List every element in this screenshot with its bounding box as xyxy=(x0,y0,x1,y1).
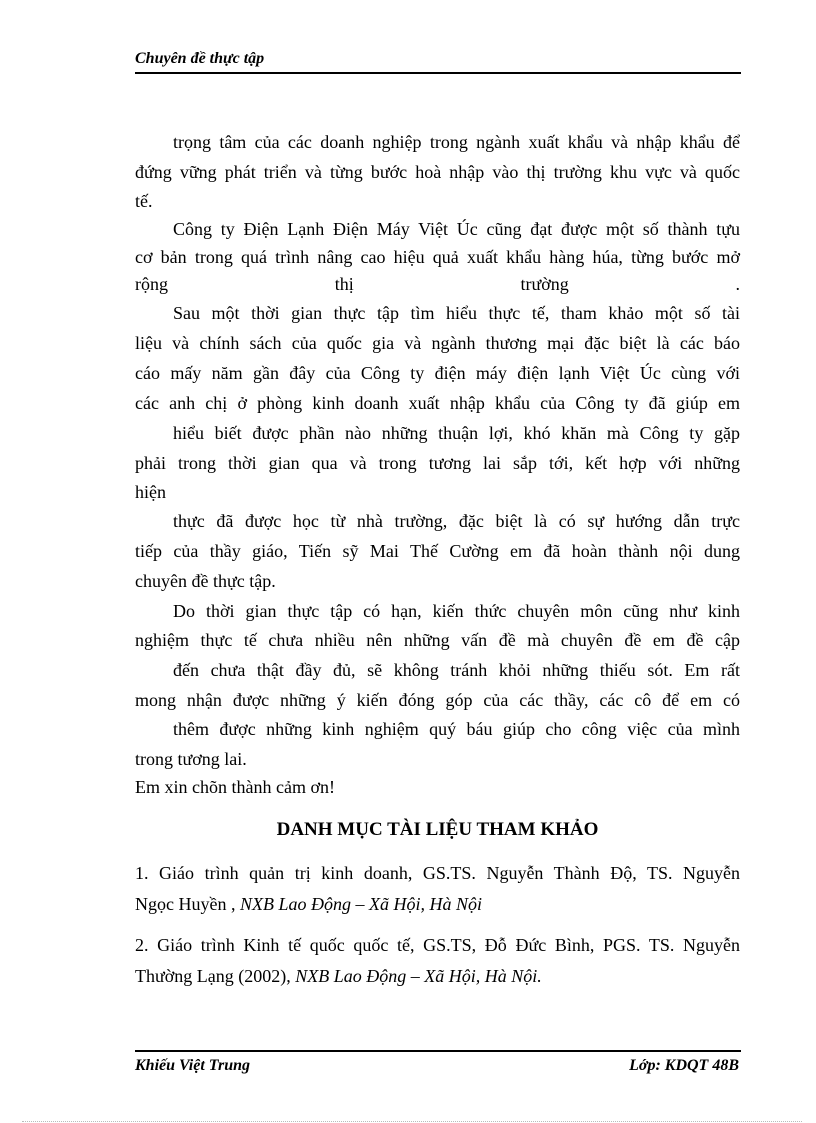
body-line: cáo mấy năm gần đây của Công ty điện máy điện lạnh Việt Úc cùng với xyxy=(135,363,740,383)
body-line: trọng tâm của các doanh nghiệp trong ngành xuất khẩu và nhập khẩu để xyxy=(173,132,740,152)
body-line: phải trong thời gian qua và trong tương lai sắp tới, kết hợp với những xyxy=(135,453,740,473)
reference-publisher: NXB Lao Động – Xã Hội, Hà Nội. xyxy=(295,966,542,986)
body-line: Công ty Điện Lạnh Điện Máy Việt Úc cũng đạt được một số thành tựu xyxy=(173,219,740,239)
body-line: rộng thị trường . xyxy=(135,274,740,294)
footer-author: Khiếu Việt Trung xyxy=(135,1057,250,1074)
page-footer xyxy=(135,1050,741,1080)
body-line: chuyên đề thực tập. xyxy=(135,571,276,591)
body-line: đứng vững phát triển và từng bước hoà nhập vào thị trường khu vực và quốc xyxy=(135,162,740,182)
body-line: hiện xyxy=(135,482,166,502)
body-line: thực đã được học từ nhà trường, đặc biệt là có sự hướng dẫn trực xyxy=(173,511,740,531)
page-edge-divider xyxy=(22,1121,802,1122)
page-header xyxy=(135,48,741,74)
footer-class: Lớp: KDQT 48B xyxy=(629,1057,739,1074)
reference-line: 1. Giáo trình quản trị kinh doanh, GS.TS. Nguyễn Thành Độ, TS. Nguyễn xyxy=(135,863,740,883)
header-title: Chuyên đề thực tập xyxy=(135,50,265,67)
reference-publisher: NXB Lao Động – Xã Hội, Hà Nội xyxy=(239,894,482,914)
reference-author: Thường Lạng (2002), xyxy=(135,966,296,986)
body-line: tế. xyxy=(135,191,153,211)
body-line: trong tương lai. xyxy=(135,749,247,769)
body-line: các anh chị ở phòng kinh doanh xuất nhập khẩu của Công ty đã giúp em xyxy=(135,393,740,413)
body-line: mong nhận được những ý kiến đóng góp của các thầy, các cô để em có xyxy=(135,690,740,710)
reference-author: Ngọc Huyền , xyxy=(135,894,240,914)
body-line: Em xin chõn thành cảm ơn! xyxy=(135,777,335,797)
body-line: tiếp của thầy giáo, Tiến sỹ Mai Thế Cường em đã hoàn thành nội dung xyxy=(135,541,740,561)
reference-line xyxy=(135,893,740,915)
reference-item xyxy=(135,862,740,915)
reference-line: 2. Giáo trình Kinh tế quốc quốc tế, GS.TS, Đỗ Đức Bình, PGS. TS. Nguyễn xyxy=(135,935,740,955)
reference-line xyxy=(135,965,740,987)
body-line: nghiệm thực tế chưa nhiều nên những vấn đề mà chuyên đề em đề cập xyxy=(135,630,740,650)
body-line: hiểu biết được phần nào những thuận lợi, khó khăn mà Công ty gặp xyxy=(173,423,740,443)
reference-item xyxy=(135,934,740,987)
body-line: liệu và chính sách của quốc gia và ngành thương mại đặc biệt là các báo xyxy=(135,333,740,353)
body-line: Sau một thời gian thực tập tìm hiểu thực tế, tham khảo một số tài xyxy=(173,303,740,323)
body-line: Do thời gian thực tập có hạn, kiến thức chuyên môn cũng như kinh xyxy=(173,601,740,621)
body-line: thêm được những kinh nghiệm quý báu giúp cho công việc của mình xyxy=(173,719,740,739)
references-title: DANH MỤC TÀI LIỆU THAM KHẢO xyxy=(276,819,599,840)
body-line: cơ bản trong quá trình nâng cao hiệu quả xuất khẩu hàng húa, từng bước mở xyxy=(135,247,740,267)
body-line: đến chưa thật đầy đủ, sẽ không tránh khỏi những thiếu sót. Em rất xyxy=(173,660,740,680)
